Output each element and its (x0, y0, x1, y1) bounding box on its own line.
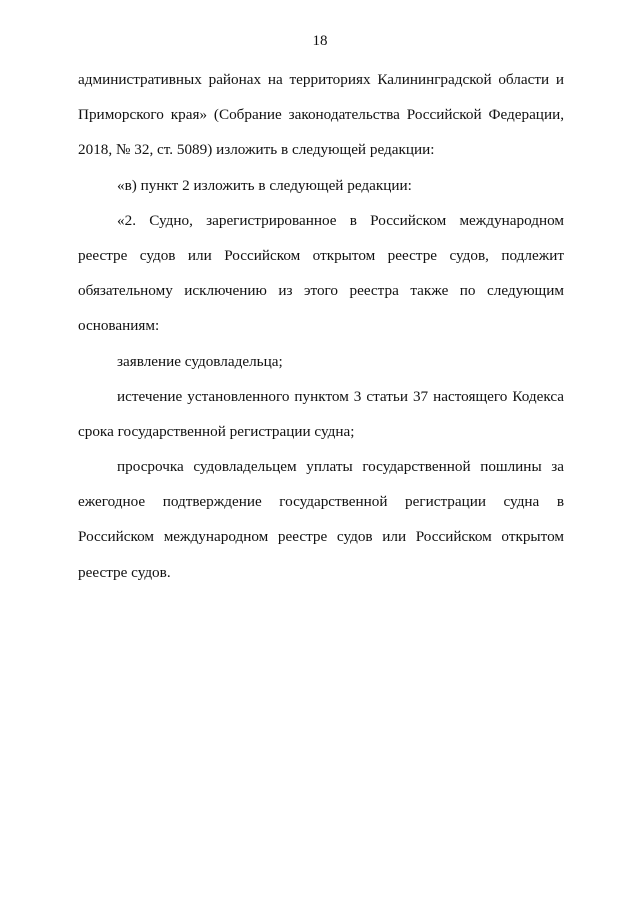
text-line: Приморского края» (Собрание законодательства Российской Федерации, (78, 106, 564, 124)
text-line: срока государственной регистрации судна; (78, 422, 355, 440)
document-body (78, 62, 564, 590)
page-number: 18 (312, 33, 328, 49)
text-line: «в) пункт 2 изложить в следующей редакции: (117, 176, 412, 194)
text-line: обязательному исключению из этого реестра также по следующим (78, 282, 564, 300)
text-line: просрочка судовладельцем уплаты государственной пошлины за (117, 458, 564, 476)
text-line: реестре судов. (78, 563, 171, 581)
text-line: ежегодное подтверждение государственной регистрации судна в (78, 493, 564, 511)
text-line: основаниям: (78, 317, 160, 335)
text-line: реестре судов или Российском открытом реестре судов, подлежит (78, 246, 564, 264)
text-line: 2018, № 32, ст. 5089) изложить в следующей редакции: (78, 141, 435, 159)
text-line: Российском международном реестре судов или Российском открытом (78, 528, 564, 546)
text-line: административных районах на территориях Калининградской области и (78, 71, 564, 88)
text-line: «2. Судно, зарегистрированное в Российском международном (117, 211, 564, 229)
text-line: заявление судовладельца; (117, 352, 283, 370)
text-line: истечение установленного пунктом 3 статьи 37 настоящего Кодекса (117, 387, 564, 405)
